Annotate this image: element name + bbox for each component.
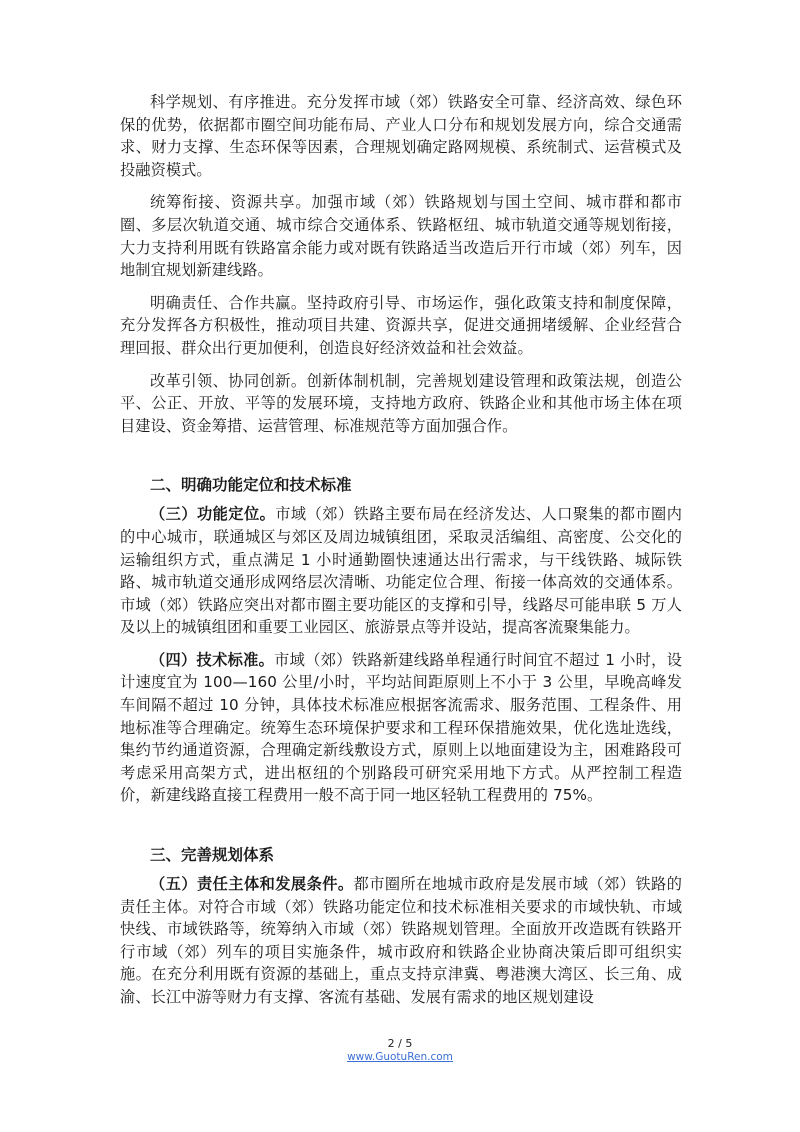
paragraph-body-text: 都市圈所在地城市政府是发展市域（郊）铁路的责任主体。对符合市域（郊）铁路功能定位和技术标准相关要求的市域快轨、市域快线、市域铁路等，统筹纳入市域（郊）铁路规划管理。全面放开改造既有铁路开行市域（郊）列车的项目实施条件，城市政府和铁路企业协商决策后即可组织实施。在充分利用既有资源的基础上，重点支持京津冀、粤港澳大湾区、长三角、成渝、长江中游等财力有支撑、客流有基础、发展有需求的地区规划建设	[120, 875, 682, 1006]
paragraph-principle-2: 统筹衔接、资源共享。加强市域（郊）铁路规划与国土空间、城市群和都市圈、多层次轨道交通、城市综合交通体系、铁路枢纽、城市轨道交通等规划衔接，大力支持利用既有铁路富余能力或对既有铁路适当改造后开行市域（郊）列车，因地制宜规划新建线路。	[120, 193, 682, 280]
paragraph-principle-1: 科学规划、有序推进。充分发挥市域（郊）铁路安全可靠、经济高效、绿色环保的优势，依据都市圈空间功能布局、产业人口分布和规划发展方向，综合交通需求、财力支撑、生态环保等因素，合理规划确定路网规模、系统制式、运营模式及投融资模式。	[120, 93, 682, 179]
document-body	[120, 91, 682, 1009]
paragraph-body-text: 市域（郊）铁路主要布局在经济发达、人口聚集的都市圈内的中心城市，联通城区与郊区及周边城镇组团，采取灵活编组、高密度、公交化的运输组织方式，重点满足 1 小时通勤圈快速通达出行需求，与干线铁路、城际铁路、城市轨道交通形成网络层次清晰、功能定位合理、衔接一体高效的交通体系。市域（郊）铁路应突出对都市圈主要功能区的支撑和引导，线路尽可能串联 5 万人及以上的城镇组团和重要工业园区、旅游景点等并设站，提高客流聚集能力。	[120, 505, 682, 637]
section-heading-planning-system: 三、完善规划体系	[150, 846, 275, 865]
paragraph-principle-4: 改革引领、协同创新。创新体制机制，完善规划建设管理和政策法规，创造公平、公正、开放、平等的发展环境，支持地方政府、铁路企业和其他市场主体在项目建设、资金筹措、运营管理、标准规范等方面加强合作。	[120, 371, 682, 435]
paragraph-lead-label: （三）功能定位。	[150, 505, 276, 524]
paragraph-technical-standards	[120, 649, 682, 807]
page-number: 2 / 5	[387, 1037, 413, 1050]
paragraph-principle-3: 明确责任、合作共赢。坚持政府引导、市场运作，强化政策支持和制度保障，充分发挥各方积极性，推动项目共建、资源共享，促进交通拥堵缓解、企业经营合理回报、群众出行更加便利，创造良好经济效益和社会效益。	[120, 293, 682, 357]
website-link[interactable]: www.GuotuRen.com	[347, 1051, 453, 1063]
paragraph-function-positioning	[120, 503, 682, 639]
section-heading-function-standards: 二、明确功能定位和技术标准	[150, 476, 352, 495]
paragraph-responsible-parties	[120, 873, 682, 1009]
paragraph-body-text: 市域（郊）铁路新建线路单程通行时间宜不超过 1 小时，设计速度宜为 100—160 公里/小时，平均站间距原则上不小于 3 公里，早晚高峰发车间隔不超过 10 分钟，具体技术标准应根据客流需求、服务范围、工程条件、用地标准等合理确定。统筹生态环境保护要求和工程环保措施效果，优化选址选线，集约节约通道资源，合理确定新线敷设方式，原则上以地面建设为主，困难路段可考虑采用高架方式，进出枢纽的个别路段可研究采用地下方式。从严控制工程造价，新建线路直接工程费用一般不高于同一地区轻轨工程费用的 75%。	[120, 650, 682, 805]
paragraph-lead-label: （五）责任主体和发展条件。	[150, 875, 354, 894]
paragraph-lead-label: （四）技术标准。	[150, 650, 275, 669]
